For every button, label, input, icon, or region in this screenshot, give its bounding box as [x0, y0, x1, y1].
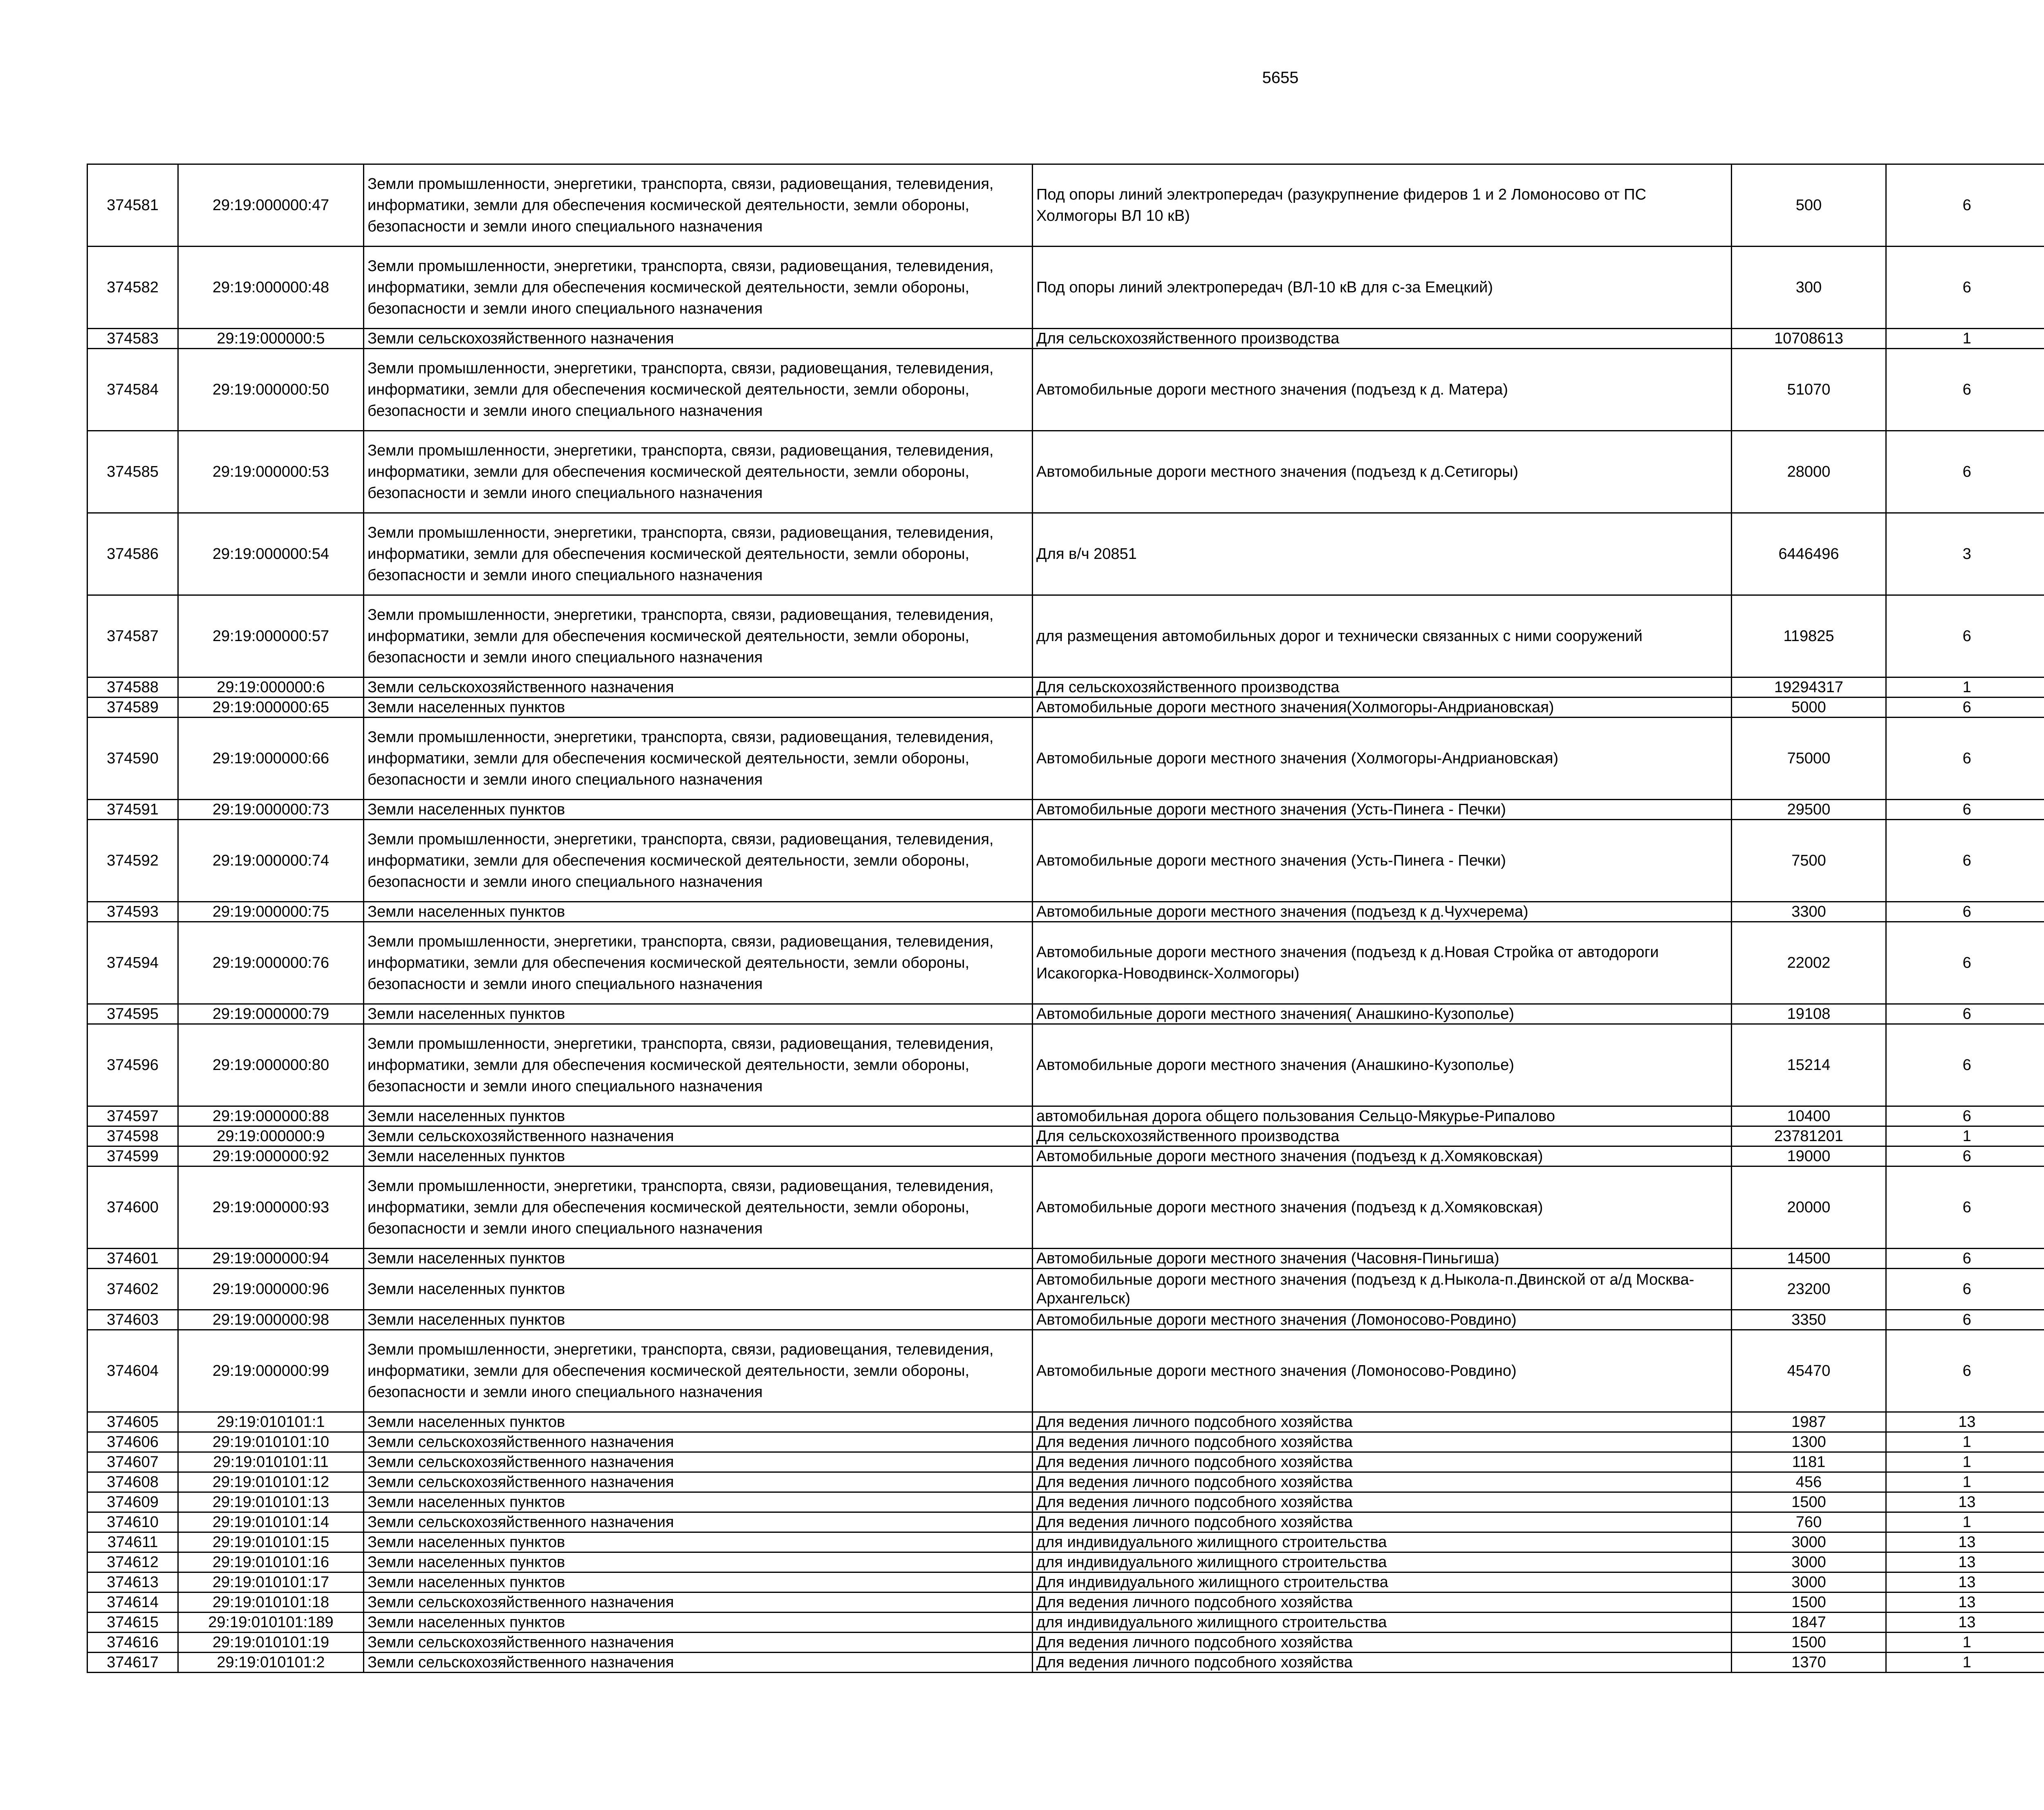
cadastral-number: 29:19:010101:10 — [178, 1432, 364, 1452]
area-value: 23200 — [1732, 1269, 1886, 1310]
area-value: 1500 — [1732, 1633, 1886, 1653]
area-value: 45470 — [1732, 1330, 1886, 1412]
cadastral-number: 29:19:000000:76 — [178, 922, 364, 1004]
cadastral-number: 29:19:000000:66 — [178, 718, 364, 800]
record-id: 374605 — [87, 1412, 178, 1432]
table-row — [87, 1552, 2044, 1572]
cadastral-number: 29:19:000000:73 — [178, 800, 364, 820]
cadastral-number: 29:19:000000:6 — [178, 677, 364, 698]
area-value: 456 — [1732, 1472, 1886, 1492]
permitted-use: Под опоры линий электропередач (разукрупнение фидеров 1 и 2 Ломоносово от ПС Холмогоры ВЛ 10 кВ) — [1033, 164, 1732, 247]
area-value: 1300 — [1732, 1432, 1886, 1452]
area-value: 10708613 — [1732, 329, 1886, 349]
land-category: Земли промышленности, энергетики, транспорта, связи, радиовещания, телевидения, информатики, земли для обеспечения космической деятельности, земли обороны, безопасности и земли иного специального назначения — [364, 595, 1033, 677]
area-value: 3350 — [1732, 1310, 1886, 1330]
area-value: 500 — [1732, 164, 1886, 247]
land-category: Земли промышленности, энергетики, транспорта, связи, радиовещания, телевидения, информатики, земли для обеспечения космической деятельности, земли обороны, безопасности и земли иного специального назначения — [364, 922, 1033, 1004]
cadastral-number: 29:19:010101:14 — [178, 1512, 364, 1532]
record-id: 374587 — [87, 595, 178, 677]
cadastral-number: 29:19:000000:93 — [178, 1166, 364, 1249]
cadastral-number: 29:19:000000:99 — [178, 1330, 364, 1412]
table-row — [87, 329, 2044, 349]
use-group: 13 — [1886, 1532, 2044, 1552]
table-row — [87, 1126, 2044, 1146]
table-row — [87, 1249, 2044, 1269]
land-category: Земли населенных пунктов — [364, 1613, 1033, 1633]
area-value: 119825 — [1732, 595, 1886, 677]
cadastral-number: 29:19:010101:2 — [178, 1653, 364, 1673]
use-group: 6 — [1886, 1249, 2044, 1269]
use-group: 6 — [1886, 1004, 2044, 1024]
permitted-use: Для сельскохозяйственного производства — [1033, 677, 1732, 698]
record-id: 374593 — [87, 902, 178, 922]
record-id: 374582 — [87, 247, 178, 329]
record-id: 374609 — [87, 1492, 178, 1512]
table-row — [87, 1572, 2044, 1592]
permitted-use: Автомобильные дороги местного значения (Усть-Пинега - Печки) — [1033, 800, 1732, 820]
area-value: 1987 — [1732, 1412, 1886, 1432]
area-value: 3000 — [1732, 1572, 1886, 1592]
area-value: 23781201 — [1732, 1126, 1886, 1146]
land-category: Земли промышленности, энергетики, транспорта, связи, радиовещания, телевидения, информатики, земли для обеспечения космической деятельности, земли обороны, безопасности и земли иного специального назначения — [364, 1024, 1033, 1106]
table-row — [87, 1269, 2044, 1310]
table-row — [87, 922, 2044, 1004]
permitted-use: Автомобильные дороги местного значения(Холмогоры-Андриановская) — [1033, 698, 1732, 718]
land-category: Земли населенных пунктов — [364, 1249, 1033, 1269]
use-group: 6 — [1886, 1310, 2044, 1330]
land-category: Земли населенных пунктов — [364, 1004, 1033, 1024]
permitted-use: Для индивидуального жилищного строительства — [1033, 1572, 1732, 1592]
record-id: 374583 — [87, 329, 178, 349]
table-row — [87, 820, 2044, 902]
use-group: 13 — [1886, 1492, 2044, 1512]
land-category: Земли населенных пунктов — [364, 1269, 1033, 1310]
permitted-use: Для ведения личного подсобного хозяйства — [1033, 1432, 1732, 1452]
use-group: 1 — [1886, 1472, 2044, 1492]
permitted-use: Для ведения личного подсобного хозяйства — [1033, 1412, 1732, 1432]
use-group: 6 — [1886, 595, 2044, 677]
record-id: 374607 — [87, 1452, 178, 1472]
permitted-use: Автомобильные дороги местного значения (подъезд к д.Хомяковская) — [1033, 1146, 1732, 1166]
record-id: 374616 — [87, 1633, 178, 1653]
use-group: 1 — [1886, 1432, 2044, 1452]
cadastral-number: 29:19:000000:5 — [178, 329, 364, 349]
permitted-use: Автомобильные дороги местного значения (подъезд к д.Чухчерема) — [1033, 902, 1732, 922]
land-category: Земли промышленности, энергетики, транспорта, связи, радиовещания, телевидения, информатики, земли для обеспечения космической деятельности, земли обороны, безопасности и земли иного специального назначения — [364, 1330, 1033, 1412]
area-value: 29500 — [1732, 800, 1886, 820]
cadastral-number: 29:19:000000:96 — [178, 1269, 364, 1310]
land-category: Земли сельскохозяйственного назначения — [364, 1633, 1033, 1653]
cadastral-number: 29:19:000000:80 — [178, 1024, 364, 1106]
record-id: 374612 — [87, 1552, 178, 1572]
cadastral-number: 29:19:000000:9 — [178, 1126, 364, 1146]
permitted-use: Автомобильные дороги местного значения (Холмогоры-Андриановская) — [1033, 718, 1732, 800]
permitted-use: автомобильная дорога общего пользования Сельцо-Мякурье-Рипалово — [1033, 1106, 1732, 1126]
table-row — [87, 1412, 2044, 1432]
land-category: Земли сельскохозяйственного назначения — [364, 1512, 1033, 1532]
land-category: Земли промышленности, энергетики, транспорта, связи, радиовещания, телевидения, информатики, земли для обеспечения космической деятельности, земли обороны, безопасности и земли иного специального назначения — [364, 431, 1033, 513]
permitted-use: Автомобильные дороги местного значения (Ломоносово-Ровдино) — [1033, 1330, 1732, 1412]
land-category: Земли промышленности, энергетики, транспорта, связи, радиовещания, телевидения, информатики, земли для обеспечения космической деятельности, земли обороны, безопасности и земли иного специального назначения — [364, 820, 1033, 902]
record-id: 374603 — [87, 1310, 178, 1330]
permitted-use: Автомобильные дороги местного значения (подъезд к д. Матера) — [1033, 349, 1732, 431]
land-category: Земли сельскохозяйственного назначения — [364, 1653, 1033, 1673]
permitted-use: Автомобильные дороги местного значения (Усть-Пинега - Печки) — [1033, 820, 1732, 902]
cadastral-number: 29:19:010101:18 — [178, 1592, 364, 1613]
land-category: Земли промышленности, энергетики, транспорта, связи, радиовещания, телевидения, информатики, земли для обеспечения космической деятельности, земли обороны, безопасности и земли иного специального назначения — [364, 349, 1033, 431]
table-row — [87, 349, 2044, 431]
area-value: 6446496 — [1732, 513, 1886, 595]
use-group: 1 — [1886, 1653, 2044, 1673]
cadastral-number: 29:19:000000:57 — [178, 595, 364, 677]
area-value: 1500 — [1732, 1592, 1886, 1613]
use-group: 6 — [1886, 820, 2044, 902]
table-row — [87, 1452, 2044, 1472]
record-id: 374617 — [87, 1653, 178, 1673]
use-group: 6 — [1886, 698, 2044, 718]
permitted-use: Автомобильные дороги местного значения (подъезд к д.Хомяковская) — [1033, 1166, 1732, 1249]
land-category: Земли населенных пунктов — [364, 1146, 1033, 1166]
record-id: 374586 — [87, 513, 178, 595]
use-group: 6 — [1886, 1166, 2044, 1249]
cadastral-number: 29:19:010101:1 — [178, 1412, 364, 1432]
area-value: 1847 — [1732, 1613, 1886, 1633]
use-group: 13 — [1886, 1572, 2044, 1592]
use-group: 6 — [1886, 902, 2044, 922]
table-row — [87, 1492, 2044, 1512]
permitted-use: Автомобильные дороги местного значения (Ломоносово-Ровдино) — [1033, 1310, 1732, 1330]
table-row — [87, 1432, 2044, 1452]
record-id: 374606 — [87, 1432, 178, 1452]
permitted-use: Для в/ч 20851 — [1033, 513, 1732, 595]
record-id: 374584 — [87, 349, 178, 431]
table-row — [87, 902, 2044, 922]
permitted-use: Под опоры линий электропередач (ВЛ-10 кВ для с-за Емецкий) — [1033, 247, 1732, 329]
use-group: 1 — [1886, 677, 2044, 698]
cadastral-number: 29:19:000000:50 — [178, 349, 364, 431]
land-category: Земли сельскохозяйственного назначения — [364, 1472, 1033, 1492]
table-row — [87, 1653, 2044, 1673]
cadastral-number: 29:19:010101:11 — [178, 1452, 364, 1472]
area-value: 19294317 — [1732, 677, 1886, 698]
permitted-use: для индивидуального жилищного строительства — [1033, 1532, 1732, 1552]
table-row — [87, 1512, 2044, 1532]
land-category: Земли населенных пунктов — [364, 1412, 1033, 1432]
use-group: 6 — [1886, 1106, 2044, 1126]
permitted-use: Автомобильные дороги местного значения (подъезд к д.Новая Стройка от автодороги Исакогорка-Новодвинск-Холмогоры) — [1033, 922, 1732, 1004]
land-category: Земли промышленности, энергетики, транспорта, связи, радиовещания, телевидения, информатики, земли для обеспечения космической деятельности, земли обороны, безопасности и земли иного специального назначения — [364, 718, 1033, 800]
record-id: 374589 — [87, 698, 178, 718]
cadastral-number: 29:19:000000:98 — [178, 1310, 364, 1330]
table-row — [87, 1004, 2044, 1024]
land-category: Земли населенных пунктов — [364, 698, 1033, 718]
table-row — [87, 513, 2044, 595]
use-group: 6 — [1886, 164, 2044, 247]
use-group: 6 — [1886, 1146, 2044, 1166]
table-row — [87, 1106, 2044, 1126]
table-row — [87, 247, 2044, 329]
area-value: 1181 — [1732, 1452, 1886, 1472]
record-id: 374611 — [87, 1532, 178, 1552]
land-category: Земли промышленности, энергетики, транспорта, связи, радиовещания, телевидения, информатики, земли для обеспечения космической деятельности, земли обороны, безопасности и земли иного специального назначения — [364, 513, 1033, 595]
record-id: 374598 — [87, 1126, 178, 1146]
cadastral-number: 29:19:010101:13 — [178, 1492, 364, 1512]
area-value: 760 — [1732, 1512, 1886, 1532]
area-value: 3000 — [1732, 1532, 1886, 1552]
record-id: 374595 — [87, 1004, 178, 1024]
table-row — [87, 1024, 2044, 1106]
area-value: 10400 — [1732, 1106, 1886, 1126]
area-value: 19000 — [1732, 1146, 1886, 1166]
permitted-use: для индивидуального жилищного строительства — [1033, 1552, 1732, 1572]
table-row — [87, 800, 2044, 820]
table-row — [87, 677, 2044, 698]
record-id: 374602 — [87, 1269, 178, 1310]
area-value: 15214 — [1732, 1024, 1886, 1106]
permitted-use: Для ведения личного подсобного хозяйства — [1033, 1633, 1732, 1653]
area-value: 3000 — [1732, 1552, 1886, 1572]
cadastral-number: 29:19:010101:16 — [178, 1552, 364, 1572]
permitted-use: для индивидуального жилищного строительства — [1033, 1613, 1732, 1633]
area-value: 14500 — [1732, 1249, 1886, 1269]
record-id: 374592 — [87, 820, 178, 902]
cadastral-number: 29:19:000000:47 — [178, 164, 364, 247]
permitted-use: Для ведения личного подсобного хозяйства — [1033, 1592, 1732, 1613]
record-id: 374614 — [87, 1592, 178, 1613]
use-group: 6 — [1886, 247, 2044, 329]
permitted-use: Для ведения личного подсобного хозяйства — [1033, 1492, 1732, 1512]
cadastral-number: 29:19:010101:17 — [178, 1572, 364, 1592]
land-registry-table — [87, 164, 2044, 1673]
record-id: 374581 — [87, 164, 178, 247]
use-group: 13 — [1886, 1613, 2044, 1633]
land-category: Земли сельскохозяйственного назначения — [364, 1126, 1033, 1146]
use-group: 6 — [1886, 718, 2044, 800]
table-row — [87, 164, 2044, 247]
record-id: 374613 — [87, 1572, 178, 1592]
record-id: 374594 — [87, 922, 178, 1004]
record-id: 374588 — [87, 677, 178, 698]
area-value: 5000 — [1732, 698, 1886, 718]
use-group: 1 — [1886, 1633, 2044, 1653]
page-number: 5655 — [1262, 69, 1299, 87]
record-id: 374600 — [87, 1166, 178, 1249]
land-category: Земли сельскохозяйственного назначения — [364, 1592, 1033, 1613]
cadastral-number: 29:19:000000:88 — [178, 1106, 364, 1126]
permitted-use: Автомобильные дороги местного значения (подъезд к д.Ныкола-п.Двинской от а/д Москва-Архангельск) — [1033, 1269, 1732, 1310]
permitted-use: Для ведения личного подсобного хозяйства — [1033, 1472, 1732, 1492]
area-value: 20000 — [1732, 1166, 1886, 1249]
registry-body — [87, 164, 2044, 1673]
land-category: Земли населенных пунктов — [364, 1310, 1033, 1330]
permitted-use: Для сельскохозяйственного производства — [1033, 329, 1732, 349]
table-row — [87, 1613, 2044, 1633]
record-id: 374596 — [87, 1024, 178, 1106]
cadastral-number: 29:19:000000:74 — [178, 820, 364, 902]
area-value: 28000 — [1732, 431, 1886, 513]
cadastral-number: 29:19:010101:12 — [178, 1472, 364, 1492]
use-group: 13 — [1886, 1552, 2044, 1572]
cadastral-number: 29:19:000000:94 — [178, 1249, 364, 1269]
table-row — [87, 1310, 2044, 1330]
table-row — [87, 595, 2044, 677]
table-row — [87, 431, 2044, 513]
area-value: 1500 — [1732, 1492, 1886, 1512]
use-group: 6 — [1886, 349, 2044, 431]
cadastral-number: 29:19:010101:189 — [178, 1613, 364, 1633]
area-value: 22002 — [1732, 922, 1886, 1004]
cadastral-number: 29:19:000000:54 — [178, 513, 364, 595]
cadastral-number: 29:19:000000:92 — [178, 1146, 364, 1166]
use-group: 6 — [1886, 431, 2044, 513]
record-id: 374608 — [87, 1472, 178, 1492]
land-category: Земли населенных пунктов — [364, 1492, 1033, 1512]
land-category: Земли промышленности, энергетики, транспорта, связи, радиовещания, телевидения, информатики, земли для обеспечения космической деятельности, земли обороны, безопасности и земли иного специального назначения — [364, 1166, 1033, 1249]
permitted-use: Для ведения личного подсобного хозяйства — [1033, 1512, 1732, 1532]
cadastral-number: 29:19:000000:75 — [178, 902, 364, 922]
permitted-use: Для сельскохозяйственного производства — [1033, 1126, 1732, 1146]
cadastral-number: 29:19:000000:65 — [178, 698, 364, 718]
use-group: 1 — [1886, 1512, 2044, 1532]
area-value: 300 — [1732, 247, 1886, 329]
use-group: 6 — [1886, 800, 2044, 820]
table-row — [87, 1532, 2044, 1552]
record-id: 374597 — [87, 1106, 178, 1126]
area-value: 19108 — [1732, 1004, 1886, 1024]
permitted-use: Для ведения личного подсобного хозяйства — [1033, 1653, 1732, 1673]
land-category: Земли населенных пунктов — [364, 1552, 1033, 1572]
permitted-use: Для ведения личного подсобного хозяйства — [1033, 1452, 1732, 1472]
land-category: Земли населенных пунктов — [364, 902, 1033, 922]
record-id: 374585 — [87, 431, 178, 513]
record-id: 374599 — [87, 1146, 178, 1166]
land-category: Земли промышленности, энергетики, транспорта, связи, радиовещания, телевидения, информатики, земли для обеспечения космической деятельности, земли обороны, безопасности и земли иного специального назначения — [364, 164, 1033, 247]
use-group: 6 — [1886, 1269, 2044, 1310]
area-value: 75000 — [1732, 718, 1886, 800]
table-row — [87, 1146, 2044, 1166]
use-group: 13 — [1886, 1412, 2044, 1432]
land-category: Земли сельскохозяйственного назначения — [364, 677, 1033, 698]
table-row — [87, 698, 2044, 718]
table-row — [87, 1472, 2044, 1492]
permitted-use: для размещения автомобильных дорог и технически связанных с ними сооружений — [1033, 595, 1732, 677]
use-group: 1 — [1886, 329, 2044, 349]
land-category: Земли населенных пунктов — [364, 1106, 1033, 1126]
use-group: 6 — [1886, 922, 2044, 1004]
cadastral-number: 29:19:000000:48 — [178, 247, 364, 329]
record-id: 374604 — [87, 1330, 178, 1412]
cadastral-number: 29:19:010101:15 — [178, 1532, 364, 1552]
table-row — [87, 1166, 2044, 1249]
permitted-use: Автомобильные дороги местного значения (Часовня-Пиньгиша) — [1033, 1249, 1732, 1269]
use-group: 6 — [1886, 1330, 2044, 1412]
cadastral-number: 29:19:010101:19 — [178, 1633, 364, 1653]
use-group: 3 — [1886, 513, 2044, 595]
cadastral-number: 29:19:000000:79 — [178, 1004, 364, 1024]
record-id: 374601 — [87, 1249, 178, 1269]
area-value: 1370 — [1732, 1653, 1886, 1673]
table-row — [87, 1633, 2044, 1653]
use-group: 13 — [1886, 1592, 2044, 1613]
land-category: Земли сельскохозяйственного назначения — [364, 329, 1033, 349]
table-row — [87, 1330, 2044, 1412]
land-category: Земли сельскохозяйственного назначения — [364, 1432, 1033, 1452]
area-value: 7500 — [1732, 820, 1886, 902]
table-row — [87, 1592, 2044, 1613]
land-category: Земли промышленности, энергетики, транспорта, связи, радиовещания, телевидения, информатики, земли для обеспечения космической деятельности, земли обороны, безопасности и земли иного специального назначения — [364, 247, 1033, 329]
area-value: 3300 — [1732, 902, 1886, 922]
table-row — [87, 718, 2044, 800]
land-category: Земли населенных пунктов — [364, 800, 1033, 820]
cadastral-number: 29:19:000000:53 — [178, 431, 364, 513]
area-value: 51070 — [1732, 349, 1886, 431]
record-id: 374615 — [87, 1613, 178, 1633]
land-category: Земли населенных пунктов — [364, 1572, 1033, 1592]
permitted-use: Автомобильные дороги местного значения (Анашкино-Кузополье) — [1033, 1024, 1732, 1106]
land-category: Земли населенных пунктов — [364, 1532, 1033, 1552]
use-group: 1 — [1886, 1452, 2044, 1472]
land-category: Земли сельскохозяйственного назначения — [364, 1452, 1033, 1472]
record-id: 374591 — [87, 800, 178, 820]
permitted-use: Автомобильные дороги местного значения (подъезд к д.Сетигоры) — [1033, 431, 1732, 513]
use-group: 1 — [1886, 1126, 2044, 1146]
record-id: 374590 — [87, 718, 178, 800]
permitted-use: Автомобильные дороги местного значения( Анашкино-Кузополье) — [1033, 1004, 1732, 1024]
record-id: 374610 — [87, 1512, 178, 1532]
use-group: 6 — [1886, 1024, 2044, 1106]
